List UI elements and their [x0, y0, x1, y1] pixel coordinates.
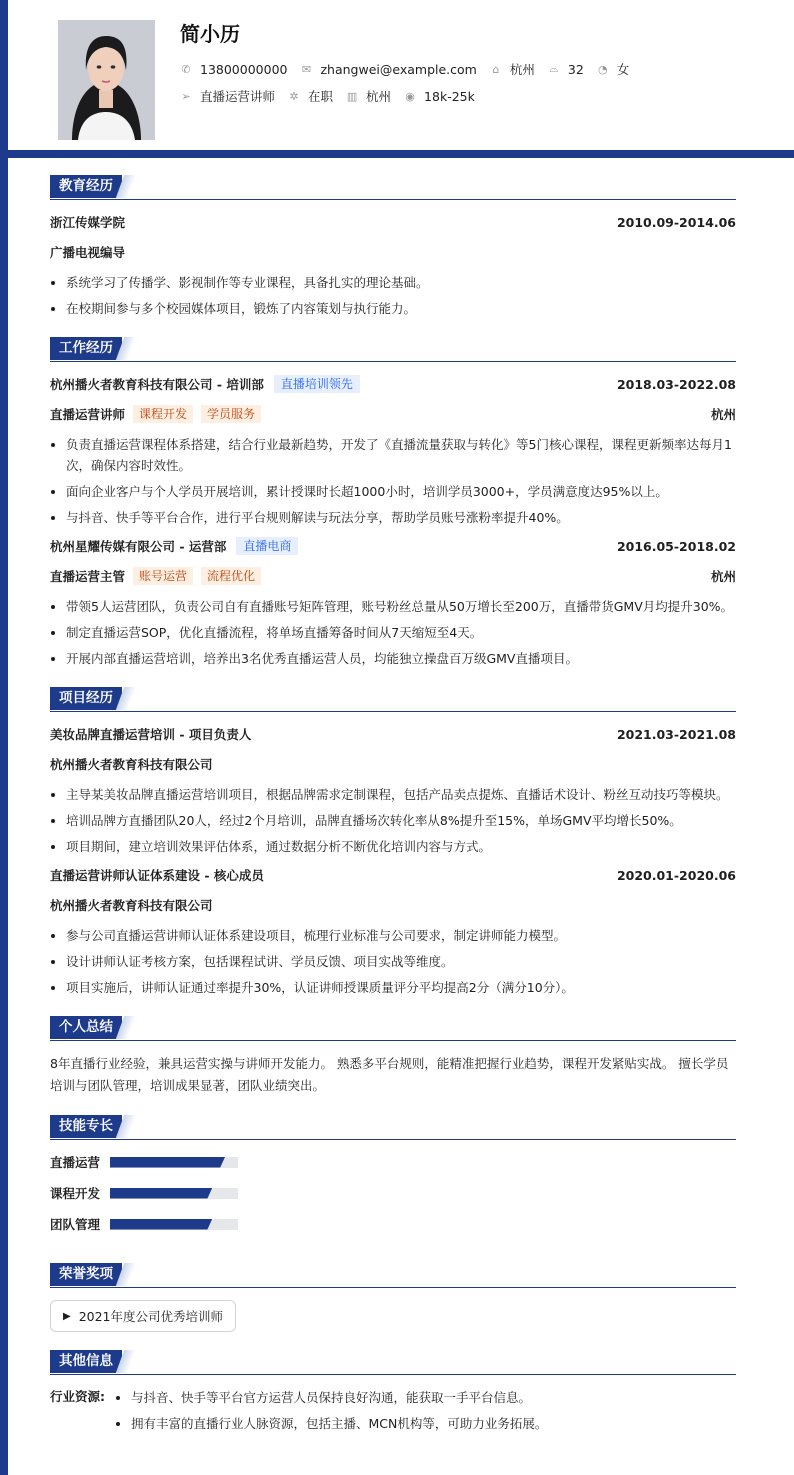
section-title: 项目经历	[50, 687, 122, 710]
company: 杭州播火者教育科技有限公司 - 培训部	[50, 377, 264, 392]
gender-icon: ◔	[597, 62, 608, 76]
list-item: • 系统学习了传播学、影视制作等专业课程，具备扎实的理论基础。	[66, 272, 736, 293]
list-item: • 项目实施后，讲师认证通过率提升30%，认证讲师授课质量评分平均提高2分（满分10分）。	[66, 977, 736, 998]
status-icon: ✲	[289, 89, 299, 103]
list-item: • 培训品牌方直播团队20人，经过2个月培训，品牌直播场次转化率从8%提升至15%，单场GMV平均增长50%。	[66, 810, 736, 831]
other-info	[50, 1387, 736, 1439]
contact-row	[180, 60, 642, 78]
skill-tag: 学员服务	[201, 405, 261, 423]
list-item: • 开展内部直播运营培训，培养出3名优秀直播运营人员，均能独立操盘百万级GMV直播项目。	[66, 648, 736, 669]
work-item	[50, 536, 736, 669]
summary-section	[50, 1016, 736, 1097]
section-title: 荣誉奖项	[50, 1263, 122, 1286]
list-item: • 主导某美妆品牌直播运营培训项目，根据品牌需求定制课程，包括产品卖点提炼、直播话术设计、粉丝互动技巧等模块。	[66, 784, 736, 805]
skill-bar	[110, 1157, 238, 1168]
role: 直播运营讲师	[50, 407, 126, 422]
other-section	[50, 1350, 736, 1439]
city: 杭州	[509, 62, 535, 77]
company-tag: 直播培训领先	[274, 375, 360, 393]
work-item	[50, 374, 736, 528]
list-item: • 与抖音、快手等平台合作，进行平台规则解读与玩法分享，帮助学员账号涨粉率提升40%。	[66, 507, 736, 528]
phone-icon: ✆	[181, 62, 191, 76]
list-item: • 拥有丰富的直播行业人脉资源，包括主播、MCN机构等，可助力业务拓展。	[131, 1413, 547, 1434]
email: zhangwei@example.com	[320, 61, 477, 77]
salary-icon: ◉	[405, 89, 415, 103]
section-title: 教育经历	[50, 175, 122, 198]
project-item	[50, 865, 736, 998]
skill-bar	[110, 1188, 238, 1199]
left-accent-bar	[0, 150, 8, 1475]
list-item: • 在校期间参与多个校园媒体项目，锻炼了内容策划与执行能力。	[66, 298, 736, 319]
job-title: 直播运营讲师	[200, 89, 276, 104]
awards-section	[50, 1263, 736, 1332]
period: 2010.09-2014.06	[616, 214, 736, 230]
age: 32	[567, 61, 584, 77]
education-section	[50, 175, 736, 319]
section-title: 个人总结	[50, 1016, 122, 1039]
skill-tag: 流程优化	[201, 567, 261, 585]
email-icon: ✉	[301, 62, 312, 76]
award-item[interactable]	[50, 1300, 236, 1332]
location: 杭州	[710, 569, 736, 584]
skill-name: 团队管理	[50, 1217, 101, 1232]
building-icon: ▥	[346, 89, 358, 103]
company-tag: 直播电商	[236, 537, 298, 555]
list-item: • 带领5人运营团队，负责公司自有直播账号矩阵管理，账号粉丝总量从50万增长至200万，直播带货GMV月均提升30%。	[66, 596, 736, 617]
bullet-list	[50, 434, 736, 528]
salary: 18k-25k	[424, 88, 475, 104]
list-item: • 与抖音、快手等平台官方运营人员保持良好沟通，能获取一手平台信息。	[131, 1387, 547, 1408]
project-org: 杭州播火者教育科技有限公司	[50, 757, 213, 772]
list-item: • 项目期间，建立培训效果评估体系，通过数据分析不断优化培训内容与方式。	[66, 836, 736, 857]
skill-item	[50, 1183, 399, 1203]
other-label: 行业资源:	[50, 1389, 105, 1404]
gender: 女	[616, 62, 630, 77]
candidate-name: 简小历	[180, 22, 240, 46]
school: 浙江传媒学院	[50, 215, 126, 230]
list-item: • 制定直播运营SOP，优化直播流程，将单场直播筹备时间从7天缩短至4天。	[66, 622, 736, 643]
summary-text: 8年直播行业经验，兼具运营实操与讲师开发能力。 熟悉多平台规则，能精准把握行业趋势，课程开发紧贴实战。 擅长学员培训与团队管理，培训成果显著，团队业绩突出。	[50, 1056, 729, 1093]
section-title: 其他信息	[50, 1350, 122, 1373]
company: 杭州星耀传媒有限公司 - 运营部	[50, 539, 227, 554]
period: 2016.05-2018.02	[616, 538, 736, 554]
skill-item	[50, 1152, 399, 1172]
skill-bar-fill	[110, 1188, 212, 1199]
bullet-list	[50, 596, 736, 669]
target-city: 杭州	[366, 89, 392, 104]
skill-item	[50, 1214, 399, 1234]
skill-tag: 课程开发	[133, 405, 193, 423]
home-icon: ⌂	[492, 62, 500, 76]
bullet-list	[50, 925, 736, 998]
period: 2021.03-2021.08	[616, 726, 736, 742]
award-label: 2021年度公司优秀培训师	[78, 1309, 224, 1324]
work-section	[50, 337, 736, 669]
period: 2020.01-2020.06	[616, 867, 736, 883]
project-org: 杭州播火者教育科技有限公司	[50, 898, 213, 913]
send-icon: ➢	[181, 89, 191, 103]
skill-tag: 账号运营	[133, 567, 193, 585]
location: 杭州	[710, 407, 736, 422]
project-name: 直播运营讲师认证体系建设 - 核心成员	[50, 868, 264, 883]
role: 直播运营主管	[50, 569, 126, 584]
skills-section	[50, 1115, 736, 1245]
list-item: • 负责直播运营课程体系搭建，结合行业最新趋势，开发了《直播流量获取与转化》等5门核心课程，课程更新频率达每月1次，确保内容时效性。	[66, 434, 736, 476]
phone: 13800000000	[200, 61, 288, 77]
list-item: • 面向企业客户与个人学员开展培训，累计授课时长超1000小时，培训学员3000+，学员满意度达95%以上。	[66, 481, 736, 502]
avatar	[58, 20, 155, 140]
project-section	[50, 687, 736, 998]
job-status: 在职	[308, 89, 334, 104]
skill-name: 课程开发	[50, 1186, 101, 1201]
resume-body	[50, 175, 736, 1457]
period: 2018.03-2022.08	[616, 376, 736, 392]
list-item: • 设计讲师认证考核方案，包括课程试讲、学员反馈、项目实战等维度。	[66, 951, 736, 972]
project-name: 美妆品牌直播运营培训 - 项目负责人	[50, 727, 252, 742]
skill-bar	[110, 1219, 238, 1230]
section-title: 工作经历	[50, 337, 122, 360]
major: 广播电视编导	[50, 245, 126, 260]
bullet-list	[111, 1387, 547, 1439]
expand-triangle-icon: ▶	[63, 1310, 71, 1322]
job-intent-row	[180, 87, 488, 105]
project-item	[50, 724, 736, 857]
bullet-list	[50, 272, 736, 319]
age-icon: ⌓	[549, 62, 559, 75]
skill-bar-fill	[110, 1219, 212, 1230]
skill-name: 直播运营	[50, 1155, 101, 1170]
bullet-list	[50, 784, 736, 857]
skill-list	[50, 1152, 736, 1245]
section-title: 技能专长	[50, 1115, 122, 1138]
skill-bar-fill	[110, 1157, 225, 1168]
list-item: • 参与公司直播运营讲师认证体系建设项目，梳理行业标准与公司要求，制定讲师能力模型。	[66, 925, 736, 946]
